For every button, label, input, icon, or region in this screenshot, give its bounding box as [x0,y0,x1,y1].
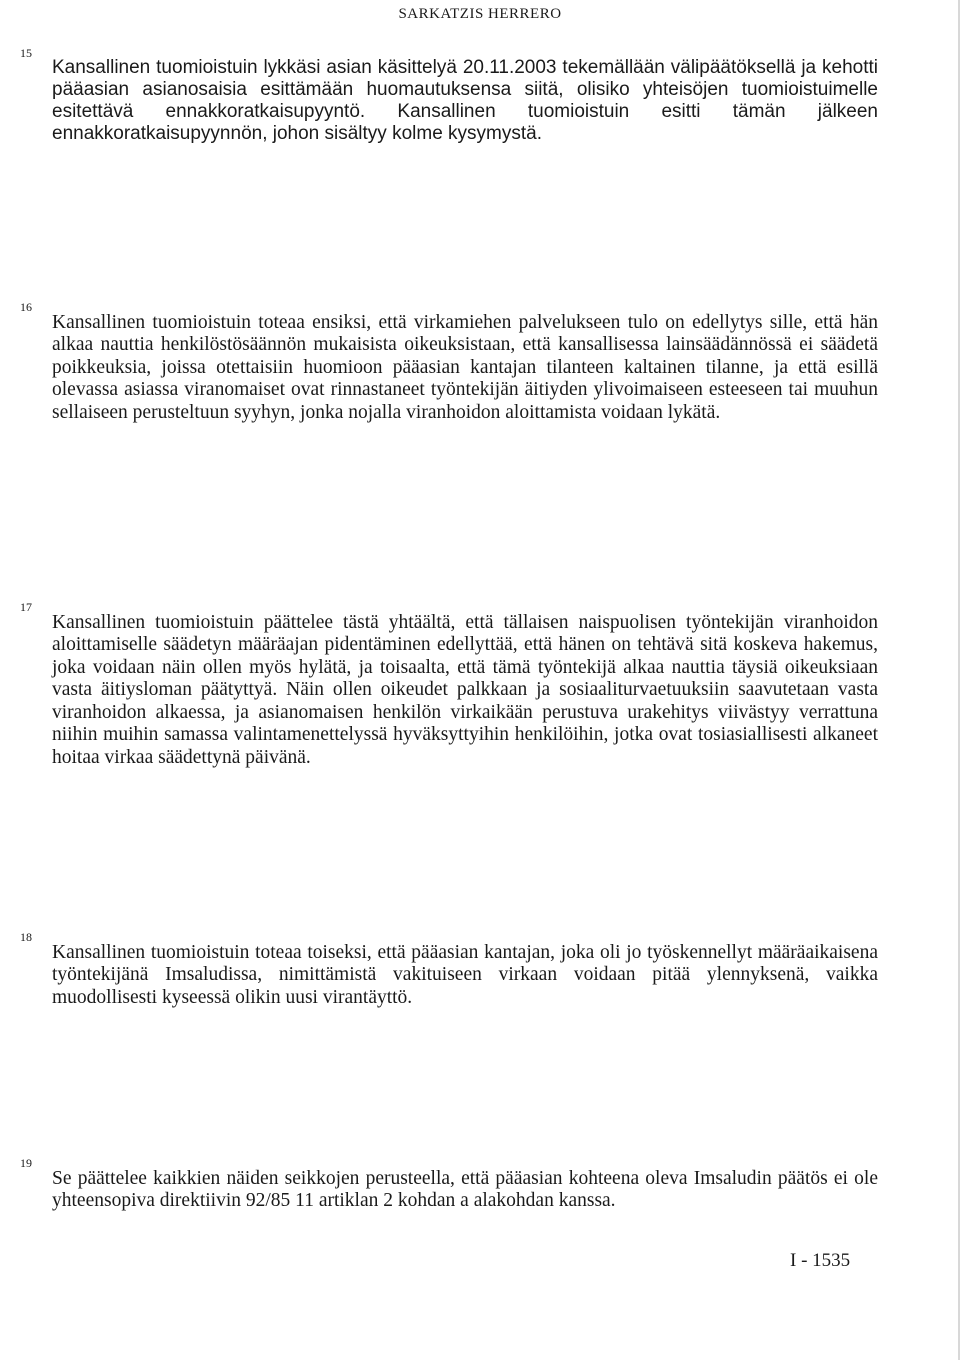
page-number: I - 1535 [790,1250,851,1271]
paragraph-number: 18 [20,930,32,944]
paragraph-number: 17 [20,600,32,614]
running-head: SARKATZIS HERRERO [398,6,562,22]
paragraph-text: Kansallinen tuomioistuin toteaa ensiksi, että virkamiehen palvelukseen tulo on edellytys sille, että hän alkaa nauttia henkilöstösäännön mukaisista oikeuksistaan, että kansallisessa lainsäädännössä ei säädetä poikkeuksia, joissa otettaisiin huomioon pääasian kantajan tilanteen kaltainen tilanne, ja että esillä olevassa asiassa viranomaiset ovat rinnastaneet työntekijän äitiyden ylivoimaiseen esteeseen tai muuhun sellaiseen perusteltuun syyhyn, jonka nojalla viranhoidon aloittamista voidaan lykätä. [52,311,878,423]
paragraph-text: Kansallinen tuomioistuin päättelee tästä yhtäältä, että tällaisen naispuolisen työntekijän viranhoidon aloittamiselle säädetyn määräajan pidentäminen edellyttää, että hänen on tehtävä sitä koskeva hakemus, joka voidaan näin ollen myös hylätä, ja toisaalta, että tämä työntekijä alkaa nauttia täysiä oikeuksiaan vasta äitiysloman päätyttyä. Näin ollen oikeudet palkkaan ja sosiaaliturvaetuuksiin saavutetaan vasta viranhoidon alkaessa, ja asianomaisen henkilön virkaikään perustuva urakehitys viivästyy verrattuna niihin muihin samassa valintamenettelyssä hyväksyttyihin henkilöihin, jotka ovat tosiasiallisesti alkaneet hoitaa virkaa säädettynä päivänä. [52,611,878,769]
paragraph-number: 19 [20,1156,32,1170]
paragraph-number: 16 [20,300,32,314]
paragraph-text: Kansallinen tuomioistuin toteaa toiseksi, että pääasian kantajan, joka oli jo työskennellyt määräaikaisena työntekijänä Imsaludissa, nimittämistä vakituiseen virkaan voidaan pitää ylennyksenä, vaikka muodollisesti kyseessä olikin uusi virantäyttö. [52,941,878,1008]
paragraph-number: 15 [20,46,32,60]
paragraph-text: Se päättelee kaikkien näiden seikkojen perusteella, että pääasian kohteena oleva Imsaludin päätös ei ole yhteensopiva direktiivin 92/85 11 artiklan 2 kohdan a alakohdan kanssa. [52,1167,878,1212]
paragraph-text: Kansallinen tuomioistuin lykkäsi asian käsittelyä 20.11.2003 tekemällään välipäätöksellä ja kehotti pääasian asianosaisia esittämään huomautuksensa siitä, olisiko yhteisöjen tuomioistuimelle esitettävä ennakkoratkaisupyyntö. Kansallinen tuomioistuin esitti tämän jälkeen ennakkoratkaisupyynnön, johon sisältyy kolme kysymystä. [52,57,878,144]
